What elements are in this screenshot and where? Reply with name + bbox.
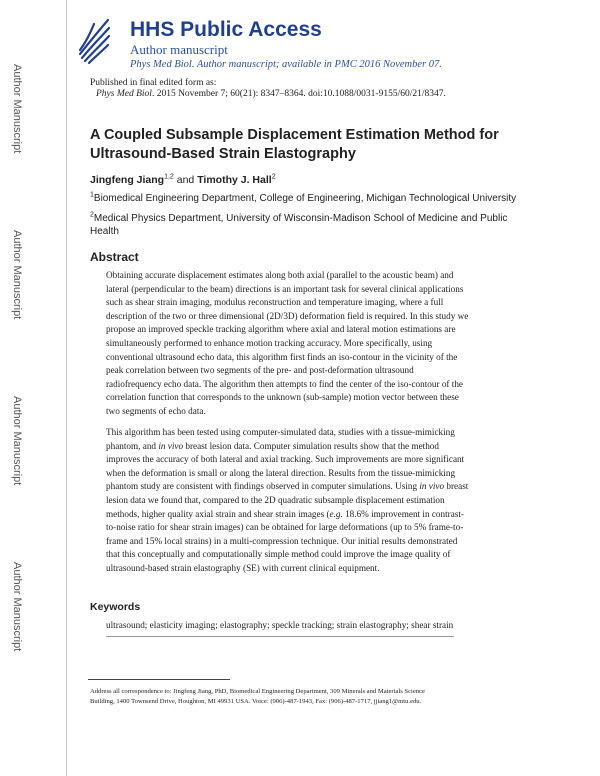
abstract-heading: Abstract [90, 250, 139, 264]
author-1-sup: 1,2 [164, 173, 174, 181]
title-line-1: A Coupled Subsample Displacement Estimation Method for [90, 127, 499, 143]
abstract-line: propose an improved speckle tracking algorithm where axial and lateral motion estimations are [106, 324, 456, 335]
author-1: Jingfeng Jiang [90, 174, 165, 186]
citation-line [96, 89, 446, 99]
footnote [90, 687, 425, 707]
abstract-paragraph-1 [106, 269, 468, 419]
paper-title [90, 126, 499, 164]
abstract-line: to-noise ratio for shear strain images) can be obtained for large deformations (up to 5% frame-to- [106, 522, 464, 533]
affiliation-2 [90, 212, 507, 238]
abstract-line: when the deformation is small or along the lateral direction. Results from the tissue-mimicking [106, 467, 456, 478]
affiliation-1 [90, 193, 516, 204]
author-2: Timothy J. Hall [197, 174, 272, 186]
footnote-rule [88, 679, 230, 680]
author-and: and [173, 174, 198, 186]
aff-1-text: Biomedical Engineering Department, College of Engineering, Michigan Technological University [93, 193, 517, 204]
abstract-line: lesion data we found that, compared to the 2D quadratic subsample displacement estimation [106, 494, 445, 505]
abstract-line: This algorithm has been tested using computer-simulated data, studies with a tissue-mimicking [106, 427, 455, 437]
aff-1-sup: 1 [90, 191, 94, 199]
margin-rule [66, 0, 67, 776]
title-line-2: Ultrasound-Based Strain Elastography [90, 146, 356, 162]
authors [90, 174, 276, 186]
abstract-line: that this conceptually and computationally simple method could improve the image quality of [106, 549, 451, 560]
abstract-line: methods, higher quality axial strain and shear strain images (e.g. 18.6% improvement in contrast- [106, 508, 464, 519]
citation-journal: Phys Med Biol [96, 89, 152, 99]
header-title: HHS Public Access [130, 18, 322, 41]
hhs-eagle-logo-icon [76, 14, 112, 66]
abstract-line: lateral (perpendicular to the beam) directions is an important task for several clinical applications [106, 283, 464, 294]
aff-2-line-2: Health [90, 226, 119, 237]
citation-details: . 2015 November 7; 60(21): 8347–8364. doi:10.1088/0031-9155/60/21/8347. [151, 89, 446, 99]
published-line: Published in final edited form as: [90, 78, 217, 88]
abstract-line: correlation function that corresponds to the unknown (sub-sample) motion vector between these [106, 392, 459, 403]
abstract-line: phantom study are consistent with findings observed in computer simulations. Using in vivo breast [106, 481, 469, 492]
abstract-paragraph-2 [106, 426, 468, 576]
abstract-line: frame and 15% local strains) in a multi-compression technique. Our initial results demonstrated [106, 535, 458, 546]
aff-2-text: Medical Physics Department, University of Wisconsin-Madison School of Medicine and Public [93, 213, 508, 224]
abstract-line: Obtaining accurate displacement estimates along both axial (parallel to the acoustic beam) and [106, 270, 454, 280]
abstract-line: improves the accuracy of both lateral and axial tracking. Such improvements are more significant [106, 454, 465, 465]
abstract-line: description of the two or three dimensional (2D/3D) deformation field is required. In this study we [106, 310, 469, 321]
abstract-line: ultrasound-based strain elastography (SE) with current clinical equipment. [106, 562, 380, 573]
keywords-heading: Keywords [90, 601, 141, 613]
footnote-line-1: Address all correspondence to: Jingfeng Jiang, PhD, Biomedical Engineering Department, 309 Minerals and Materials Science [90, 688, 425, 695]
keywords-text: ultrasound; elasticity imaging; elastography; speckle tracking; strain elastography; shear strain [106, 620, 454, 630]
author-2-sup: 2 [271, 173, 276, 181]
header-subtitle: Author manuscript [130, 42, 228, 57]
aff-2-line-1 [90, 212, 507, 225]
abstract-line: peak correlation between two segments of the pre- and post-deformation ultrasound [106, 365, 414, 376]
abstract-line: radiofrequency echo data. The algorithm then attempts to find the center of the iso-contour of the [106, 378, 463, 389]
footnote-line-2: Building, 1400 Townsend Drive, Houghton, MI 49931 USA. Voice: (906)-487-1943, Fax: (906)-487-1717, jjiang1@mtu.edu. [90, 698, 422, 705]
aff-2-sup: 2 [90, 211, 94, 219]
keywords-rule [106, 636, 454, 637]
abstract-line: simultaneously performed to enhance motion tracking accuracy. More specifically, using [106, 337, 433, 348]
journal-line: Phys Med Biol. Author manuscript; available in PMC 2016 November 07. [130, 59, 442, 70]
abstract-line: two segments of echo data. [106, 405, 206, 416]
abstract-line: such as shear strain imaging, modulus reconstruction and temperature imaging, where a full [106, 297, 444, 308]
abstract-line: phantom, and in vivo breast lesion data. Computer simulation results show that the method [106, 440, 439, 451]
abstract-line: conventional ultrasound echo data, this algorithm first finds an iso-contour in the vicinity of the [106, 351, 458, 362]
